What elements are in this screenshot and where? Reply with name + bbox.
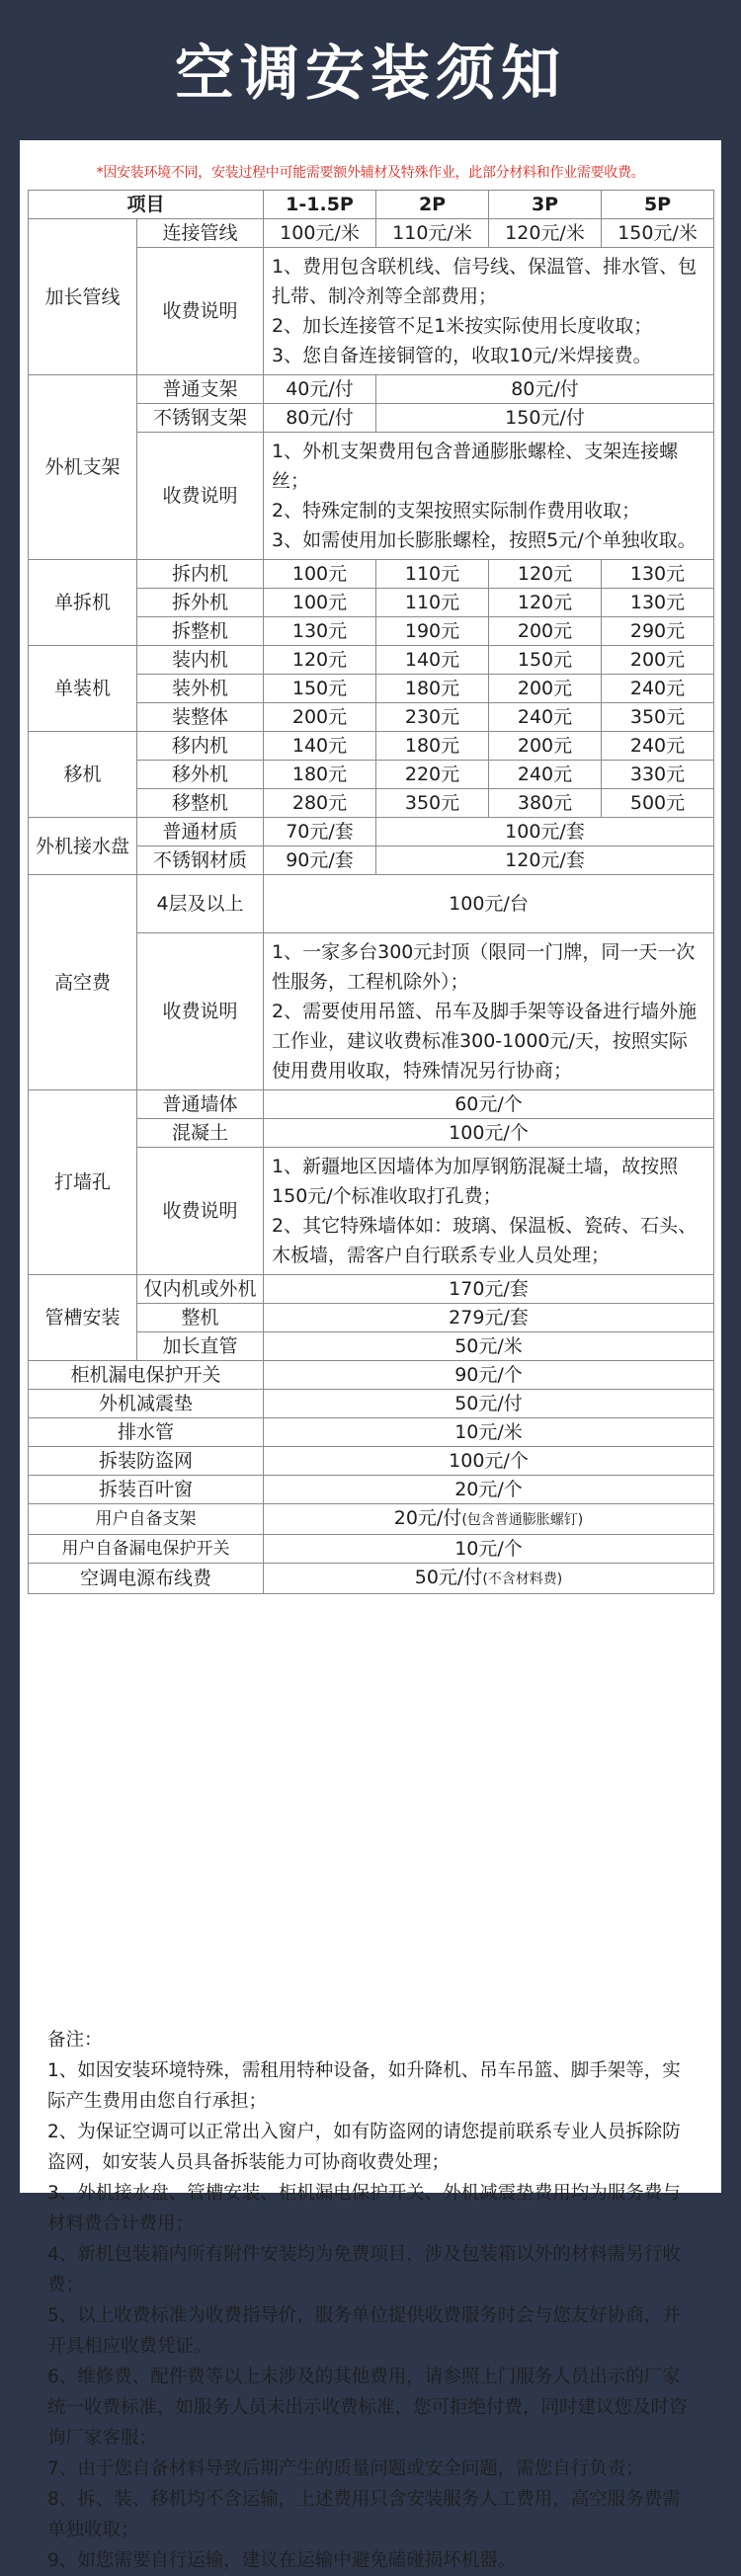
price-cell: 100元 — [264, 589, 376, 617]
price-cell: 290元 — [602, 617, 714, 646]
price-cell: 100元/米 — [264, 219, 376, 248]
price-cell: 240元 — [489, 703, 602, 732]
table-row — [29, 1504, 714, 1535]
note-item: 7、由于您自备材料导致后期产生的质量问题或安全问题，需您自行负责； — [47, 2458, 644, 2479]
note-item: 4、新机包装箱内所有附件安装均为免费项目，涉及包装箱以外的材料需另行收费； — [47, 2244, 681, 2295]
row-label: 移整机 — [137, 789, 264, 818]
table-row — [29, 1447, 714, 1476]
note-item: 8、拆、装、移机均不含运输，上述费用只含安装服务人工费用，高空服务费需单独收取； — [47, 2489, 681, 2540]
price-cell: 10元/个 — [264, 1535, 714, 1564]
price-cell: 100元/个 — [264, 1447, 714, 1476]
notes-title: 备注： — [47, 2030, 103, 2051]
table-row — [29, 1535, 714, 1564]
price-cell: 50元/米 — [264, 1332, 714, 1361]
price-cell: 140元 — [376, 646, 489, 675]
note-item: 9、如您需要自行运输，建议在运输中避免磕碰损坏机器。 — [47, 2550, 517, 2571]
price-cell: 50元/付(不含材料费) — [264, 1564, 714, 1594]
price-cell: 180元 — [376, 675, 489, 703]
price-cell: 70元/套 — [264, 818, 376, 846]
price-cell: 350元 — [376, 789, 489, 818]
header-cell: 5P — [602, 191, 714, 219]
price-cell: 150元/付 — [376, 404, 714, 433]
price-cell: 90元/套 — [264, 846, 376, 875]
row-label: 拆外机 — [137, 589, 264, 617]
row-label: 整机 — [137, 1304, 264, 1332]
category-label: 外机支架 — [29, 375, 137, 560]
row-label: 收费说明 — [137, 433, 264, 560]
price-cell: 180元 — [376, 732, 489, 761]
price-cell: 200元 — [264, 703, 376, 732]
fee-description: 1、费用包含联机线、信号线、保温管、排水管、包扎带、制冷剂等全部费用； 2、加长连接管不足1米按实际使用长度收取； 3、您自备连接铜管的，收取10元/米焊接费。 — [264, 248, 714, 375]
price-cell: 170元/套 — [264, 1275, 714, 1304]
row-label: 加长直管 — [137, 1332, 264, 1361]
row-label: 4层及以上 — [137, 875, 264, 933]
table-row — [29, 1090, 714, 1119]
notes-section — [47, 2025, 698, 2576]
price-cell: 80元/付 — [376, 375, 714, 404]
row-label: 装外机 — [137, 675, 264, 703]
price-cell: 150元/米 — [602, 219, 714, 248]
price-cell: 190元 — [376, 617, 489, 646]
price-cell: 80元/付 — [264, 404, 376, 433]
table-row — [29, 375, 714, 404]
price-cell: 180元 — [264, 761, 376, 789]
price-cell: 240元 — [489, 761, 602, 789]
price-cell: 200元 — [489, 675, 602, 703]
table-header — [29, 191, 714, 219]
category-label: 管槽安装 — [29, 1275, 137, 1361]
price-cell: 120元 — [264, 646, 376, 675]
table-row — [29, 875, 714, 933]
row-label: 混凝土 — [137, 1119, 264, 1148]
page-title: 空调安装须知 — [175, 40, 566, 109]
category-label: 打墙孔 — [29, 1090, 137, 1275]
row-label: 不锈钢支架 — [137, 404, 264, 433]
row-label: 外机减震垫 — [29, 1390, 264, 1418]
row-label: 连接管线 — [137, 219, 264, 248]
price-cell: 110元 — [376, 589, 489, 617]
price-note: (不含材料费) — [482, 1571, 563, 1587]
header-cell: 1-1.5P — [264, 191, 376, 219]
price-cell: 20元/付(包含普通膨胀螺钉) — [264, 1504, 714, 1535]
table-row — [29, 1390, 714, 1418]
category-label: 高空费 — [29, 875, 137, 1090]
row-label: 用户自备支架 — [29, 1504, 264, 1535]
table-row — [29, 1361, 714, 1390]
price-cell: 10元/米 — [264, 1418, 714, 1447]
price-cell: 60元/个 — [264, 1090, 714, 1119]
row-label: 排水管 — [29, 1418, 264, 1447]
fee-description: 1、外机支架费用包含普通膨胀螺栓、支架连接螺丝； 2、特殊定制的支架按照实际制作费用收取； 3、如需使用加长膨胀螺栓，按照5元/个单独收取。 — [264, 433, 714, 560]
table-row — [29, 1476, 714, 1504]
price-cell: 200元 — [602, 646, 714, 675]
price-cell: 220元 — [376, 761, 489, 789]
price-cell: 120元 — [489, 560, 602, 589]
price-cell: 130元 — [264, 617, 376, 646]
note-item: 1、如因安装环境特殊，需租用特种设备，如升降机、吊车吊篮、脚手架等，实际产生费用由您自行承担； — [47, 2060, 681, 2112]
price-cell: 50元/付 — [264, 1390, 714, 1418]
fee-description: 1、一家多台300元封顶（限同一门牌，同一天一次性服务，工程机除外）； 2、需要使用吊篮、吊车及脚手架等设备进行墙外施工作业，建议收费标准300-1000元/天，按照实际使用费用收取，特殊情况另行协商； — [264, 933, 714, 1090]
note-item: 2、为保证空调可以正常出入窗户，如有防盗网的请您提前联系专业人员拆除防盗网，如安装人员具备拆装能力可协商收费处理； — [47, 2122, 681, 2173]
category-label: 加长管线 — [29, 219, 137, 375]
price-cell: 380元 — [489, 789, 602, 818]
row-label: 普通材质 — [137, 818, 264, 846]
table-row — [29, 560, 714, 589]
category-label: 移机 — [29, 732, 137, 818]
row-label: 拆装防盗网 — [29, 1447, 264, 1476]
table-row — [29, 732, 714, 761]
notice-text: *因安装环境不同，安装过程中可能需要额外辅材及特殊作业，此部分材料和作业需要收费。 — [96, 165, 645, 181]
price-cell: 150元 — [264, 675, 376, 703]
row-label: 用户自备漏电保护开关 — [29, 1535, 264, 1564]
row-label: 拆整机 — [137, 617, 264, 646]
price-cell: 100元 — [264, 560, 376, 589]
row-label: 空调电源布线费 — [29, 1564, 264, 1594]
price-cell: 100元/套 — [376, 818, 714, 846]
row-label: 收费说明 — [137, 248, 264, 375]
row-label: 收费说明 — [137, 933, 264, 1090]
category-label: 单拆机 — [29, 560, 137, 646]
fee-table — [28, 190, 714, 1594]
note-item: 3、外机接水盘、管槽安装、柜机漏电保护开关、外机减震垫费用均为服务费与材料费合计费用； — [47, 2183, 681, 2234]
row-label: 拆装百叶窗 — [29, 1476, 264, 1504]
table-row — [29, 1564, 714, 1594]
price-cell: 110元/米 — [376, 219, 489, 248]
price-cell: 90元/个 — [264, 1361, 714, 1390]
price-cell: 120元/套 — [376, 846, 714, 875]
price-cell: 200元 — [489, 617, 602, 646]
price-note: (包含普通膨胀螺钉) — [461, 1512, 584, 1528]
note-item: 6、维修费、配件费等以上未涉及的其他费用，请参照上门服务人员出示的厂家统一收费标准，如服务人员未出示收费标准，您可拒绝付费，同时建议您及时咨询厂家客服； — [47, 2367, 688, 2449]
price-cell: 110元 — [376, 560, 489, 589]
row-label: 不锈钢材质 — [137, 846, 264, 875]
category-label: 外机接水盘 — [29, 818, 137, 875]
price-cell: 150元 — [489, 646, 602, 675]
row-label: 普通支架 — [137, 375, 264, 404]
table-row — [29, 646, 714, 675]
row-label: 移内机 — [137, 732, 264, 761]
price-cell: 120元 — [489, 589, 602, 617]
price-cell: 240元 — [602, 675, 714, 703]
header-cell: 2P — [376, 191, 489, 219]
price-cell: 280元 — [264, 789, 376, 818]
table-row — [29, 1275, 714, 1304]
price-cell: 230元 — [376, 703, 489, 732]
price-cell: 130元 — [602, 560, 714, 589]
header-item: 项目 — [29, 191, 264, 219]
price-cell: 500元 — [602, 789, 714, 818]
row-label: 仅内机或外机 — [137, 1275, 264, 1304]
price-cell: 130元 — [602, 589, 714, 617]
price-cell: 240元 — [602, 732, 714, 761]
row-label: 柜机漏电保护开关 — [29, 1361, 264, 1390]
row-label: 移外机 — [137, 761, 264, 789]
row-label: 装整体 — [137, 703, 264, 732]
price-cell: 330元 — [602, 761, 714, 789]
header-cell: 3P — [489, 191, 602, 219]
note-item: 5、以上收费标准为收费指导价，服务单位提供收费服务时会与您友好协商，并开具相应收费凭证。 — [47, 2305, 681, 2357]
fee-panel — [20, 140, 721, 2571]
category-label: 单装机 — [29, 646, 137, 732]
price-cell: 200元 — [489, 732, 602, 761]
table-row — [29, 818, 714, 846]
row-label: 普通墙体 — [137, 1090, 264, 1119]
price-cell: 100元/台 — [264, 875, 714, 933]
price-cell: 120元/米 — [489, 219, 602, 248]
price-cell: 100元/个 — [264, 1119, 714, 1148]
price-cell: 350元 — [602, 703, 714, 732]
table-row — [29, 1418, 714, 1447]
price-cell: 20元/个 — [264, 1476, 714, 1504]
price-cell: 140元 — [264, 732, 376, 761]
row-label: 收费说明 — [137, 1148, 264, 1275]
row-label: 装内机 — [137, 646, 264, 675]
price-cell: 40元/付 — [264, 375, 376, 404]
price-cell: 279元/套 — [264, 1304, 714, 1332]
row-label: 拆内机 — [137, 560, 264, 589]
fee-description: 1、新疆地区因墙体为加厚钢筋混凝土墙，故按照150元/个标准收取打孔费； 2、其它特殊墙体如：玻璃、保温板、瓷砖、石头、木板墙，需客户自行联系专业人员处理； — [264, 1148, 714, 1275]
table-row — [29, 219, 714, 248]
